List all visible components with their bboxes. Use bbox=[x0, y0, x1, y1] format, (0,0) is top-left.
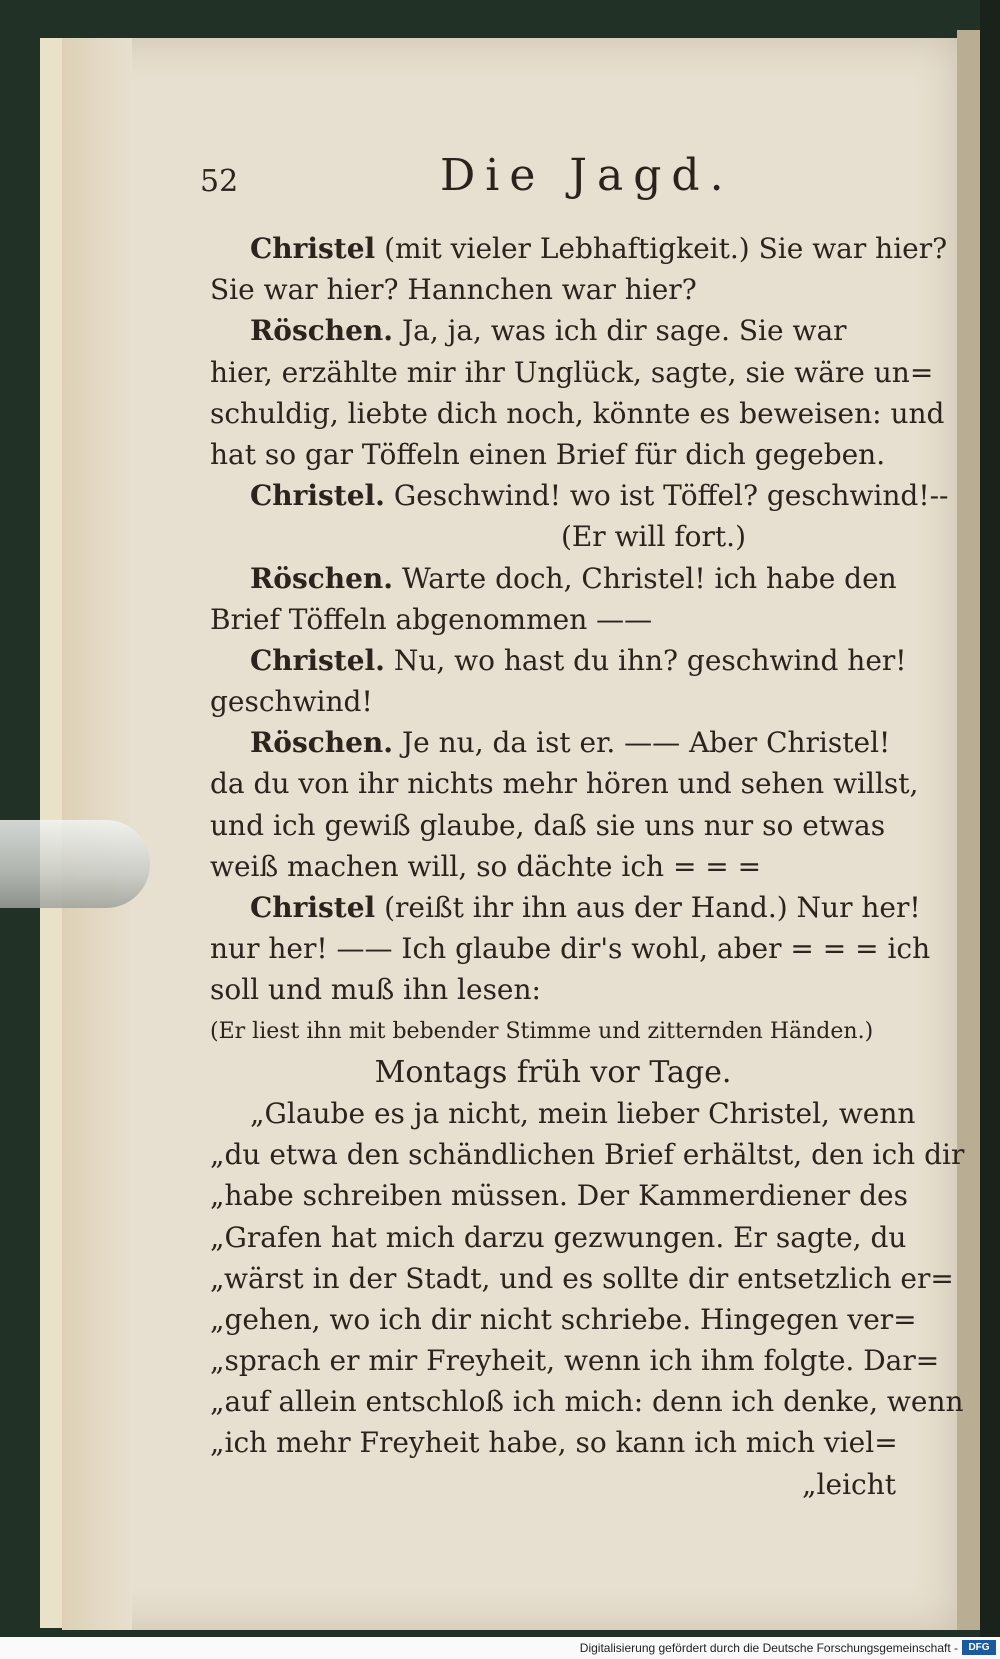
line-text: Je nu, da ist er. —— Aber Christel! bbox=[393, 726, 891, 760]
line-text: (Er liest ihn mit bebender Stimme und zitternden Händen.) bbox=[210, 1018, 874, 1044]
text-line bbox=[210, 887, 921, 928]
line-text: (mit vieler Lebhaftigkeit.) Sie war hier? bbox=[375, 232, 948, 265]
text-line bbox=[210, 846, 896, 887]
line-text: „Glaube es ja nicht, mein lieber Christel, wenn bbox=[250, 1096, 916, 1130]
speaker-name: Röschen. bbox=[250, 726, 394, 760]
text-line bbox=[210, 352, 934, 393]
line-text: schuldig, liebte dich noch, könnte es beweisen: und bbox=[210, 396, 945, 430]
line-text: (Er will fort.) bbox=[560, 520, 746, 554]
line-text: „du etwa den schändlichen Brief erhältst, den ich dir bbox=[210, 1138, 965, 1172]
line-text: geschwind! bbox=[210, 685, 373, 719]
speaker-name: Röschen. bbox=[250, 314, 394, 348]
line-text: soll und muß ihn lesen: bbox=[210, 973, 541, 1007]
text-line bbox=[210, 558, 896, 599]
speaker-name: Röschen. bbox=[250, 561, 394, 595]
line-text: und ich gewiß glaube, daß sie uns nur so etwas bbox=[210, 808, 886, 842]
text-line bbox=[210, 1052, 896, 1093]
text-line bbox=[210, 928, 931, 969]
text-line bbox=[210, 1011, 896, 1052]
text-line bbox=[210, 599, 896, 640]
speaker-name: Christel bbox=[250, 891, 376, 924]
line-text: „wärst in der Stadt, und es sollte dir entsetzlich er= bbox=[210, 1261, 954, 1295]
line-text: Montags früh vor Tage. bbox=[374, 1054, 732, 1090]
text-line bbox=[210, 310, 896, 351]
footer-bar bbox=[0, 1637, 1000, 1659]
text-line bbox=[210, 1464, 896, 1505]
scan-border bbox=[980, 0, 1000, 1659]
page-header bbox=[200, 150, 880, 210]
page-number: 52 bbox=[200, 164, 239, 199]
text-line bbox=[210, 681, 896, 722]
line-text: Geschwind! wo ist Töffel? geschwind!-- bbox=[384, 479, 949, 513]
text-line bbox=[210, 1258, 954, 1299]
text-line bbox=[210, 1422, 896, 1463]
line-text: Nu, wo hast du ihn? geschwind her! bbox=[384, 643, 907, 677]
text-line bbox=[210, 434, 896, 475]
text-line bbox=[210, 763, 919, 804]
text-line bbox=[210, 228, 948, 269]
text-line bbox=[210, 640, 907, 681]
line-text: nur her! —— Ich glaube dir's wohl, aber = = = ich bbox=[210, 932, 931, 966]
text-line bbox=[210, 1134, 965, 1175]
text-line bbox=[210, 393, 945, 434]
text-line bbox=[210, 269, 896, 310]
speaker-name: Christel. bbox=[250, 479, 385, 513]
text-line bbox=[210, 1299, 917, 1340]
footer-credit: Digitalisierung gefördert durch die Deutsche Forschungsgemeinschaft - bbox=[579, 1641, 958, 1655]
text-line bbox=[210, 1217, 907, 1258]
line-text: Brief Töffeln abgenommen —— bbox=[210, 602, 653, 636]
line-text: „Grafen hat mich darzu gezwungen. Er sagte, du bbox=[210, 1220, 907, 1254]
line-text: „habe schreiben müssen. Der Kammerdiener des bbox=[210, 1179, 908, 1213]
text-line bbox=[210, 722, 896, 763]
line-text: hat so gar Töffeln einen Brief für dich gegeben. bbox=[210, 437, 886, 471]
running-head: Die Jagd. bbox=[440, 150, 734, 201]
line-text: Warte doch, Christel! ich habe den bbox=[393, 561, 897, 595]
text-line bbox=[210, 1093, 916, 1134]
text-line bbox=[210, 1381, 964, 1422]
text-line bbox=[210, 516, 896, 557]
line-text: Sie war hier? Hannchen war hier? bbox=[210, 273, 697, 307]
dfg-logo: DFG bbox=[962, 1640, 996, 1655]
body-text bbox=[210, 228, 965, 1505]
page-clip bbox=[0, 820, 150, 908]
text-line bbox=[210, 805, 896, 846]
text-line bbox=[210, 1340, 940, 1381]
text-line bbox=[210, 1175, 908, 1216]
line-text: „gehen, wo ich dir nicht schriebe. Hingegen ver= bbox=[210, 1302, 917, 1336]
line-text: Ja, ja, was ich dir sage. Sie war bbox=[393, 314, 847, 348]
text-line bbox=[210, 969, 896, 1010]
line-text: „auf allein entschloß ich mich: denn ich denke, wenn bbox=[210, 1385, 964, 1419]
text-line bbox=[210, 475, 949, 516]
line-text: „sprach er mir Freyheit, wenn ich ihm folgte. Dar= bbox=[210, 1344, 940, 1378]
speaker-name: Christel bbox=[250, 232, 376, 265]
speaker-name: Christel. bbox=[250, 643, 385, 677]
line-text: „leicht bbox=[802, 1467, 896, 1501]
line-text: „ich mehr Freyheit habe, so kann ich mich viel= bbox=[210, 1426, 898, 1460]
line-text: (reißt ihr ihn aus der Hand.) Nur her! bbox=[375, 891, 921, 924]
line-text: da du von ihr nichts mehr hören und sehen willst, bbox=[210, 767, 919, 801]
line-text: weiß machen will, so dächte ich = = = bbox=[210, 849, 762, 883]
line-text: hier, erzählte mir ihr Unglück, sagte, sie wäre un= bbox=[210, 355, 934, 389]
